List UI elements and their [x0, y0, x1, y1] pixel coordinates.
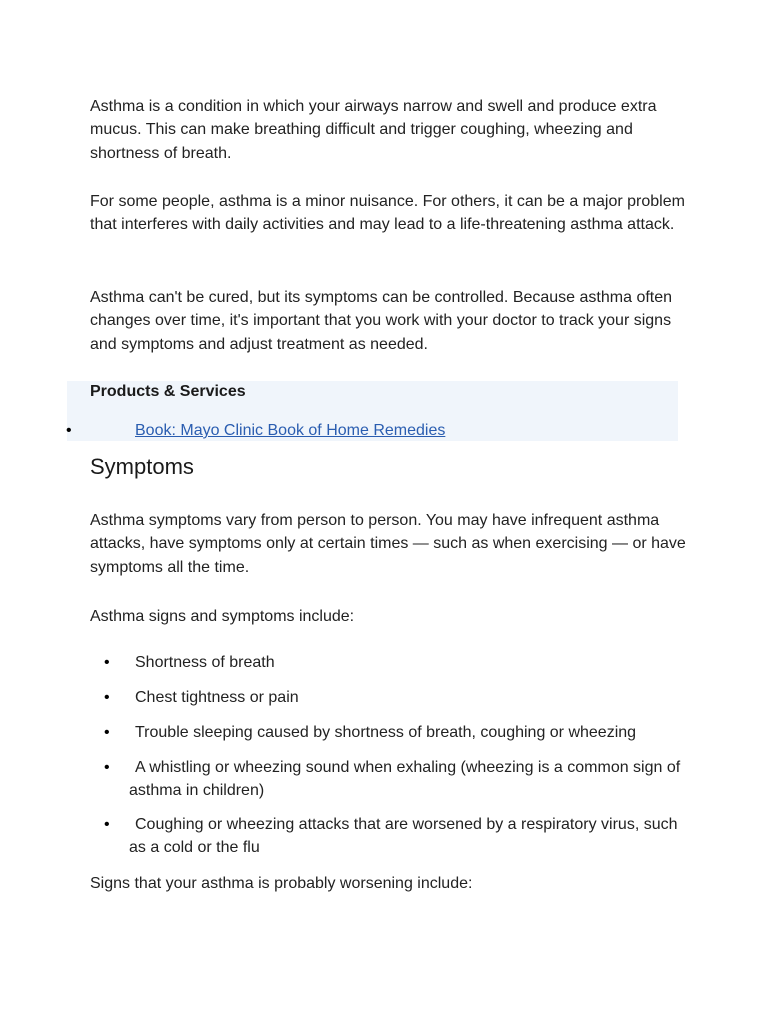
intro-paragraph-3: Asthma can't be cured, but its symptoms can be controlled. Because asthma often changes over time, it's important that you work with your doctor to track your signs and symptoms and adjust treatment as needed. [90, 289, 673, 353]
list-item [104, 652, 684, 675]
bullet-icon: • [104, 759, 110, 776]
symptoms-heading: Symptoms [90, 454, 194, 479]
bullet-icon: • [104, 724, 110, 741]
bullet-icon: • [66, 422, 72, 439]
intro-paragraph-1: Asthma is a condition in which your airways narrow and swell and produce extra mucus. This can make breathing difficult and trigger coughing, wheezing and shortness of breath. [90, 98, 657, 162]
list-item [104, 722, 684, 745]
home-remedies-book-link[interactable]: Book: Mayo Clinic Book of Home Remedies [135, 422, 446, 439]
bullet-icon: • [104, 816, 110, 833]
list-item-text: A whistling or wheezing sound when exhaling (wheezing is a common sign of asthma in children) [129, 759, 681, 799]
bullet-icon: • [104, 689, 110, 706]
intro-paragraph-2: For some people, asthma is a minor nuisance. For others, it can be a major problem that interferes with daily activities and may lead to a life-threatening asthma attack. [90, 193, 685, 234]
list-item-text: Coughing or wheezing attacks that are worsened by a respiratory virus, such as a cold or the flu [129, 816, 678, 856]
list-item-text: Shortness of breath [135, 654, 275, 671]
bullet-icon: • [104, 654, 110, 671]
list-item [104, 687, 684, 710]
list-item-text: Chest tightness or pain [135, 689, 299, 706]
list-item [104, 814, 684, 859]
products-services-heading: Products & Services [90, 383, 246, 400]
symptoms-paragraph-1: Asthma symptoms vary from person to person. You may have infrequent asthma attacks, have symptoms only at certain times — such as when exercising — or have symptoms all the time. [90, 512, 686, 576]
symptoms-list-intro: Asthma signs and symptoms include: [90, 608, 355, 625]
list-item [104, 757, 684, 802]
list-item-text: Trouble sleeping caused by shortness of breath, coughing or wheezing [135, 724, 637, 741]
worsening-signs-intro: Signs that your asthma is probably worsening include: [90, 875, 473, 892]
